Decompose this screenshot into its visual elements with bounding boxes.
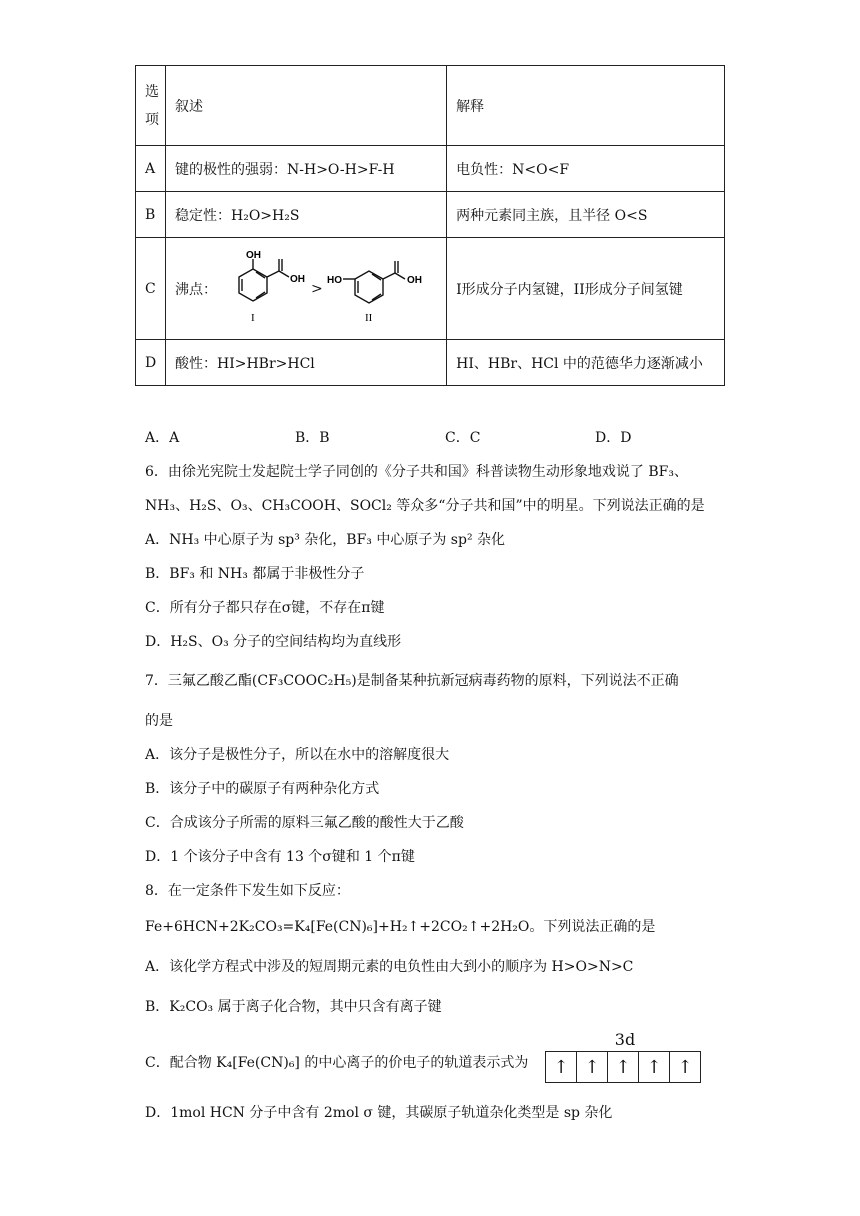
q6-option-b: B．BF₃ 和 NH₃ 都属于非极性分子	[145, 566, 365, 582]
molecule-label-i: I	[251, 311, 255, 324]
table-row	[136, 192, 725, 238]
row-option: A	[136, 146, 166, 192]
orbital-label: 3d	[614, 1030, 636, 1049]
p-hydroxybenzoic-acid-structure	[325, 249, 437, 329]
q5-option-d: D．D	[595, 430, 632, 446]
table-header-row	[136, 66, 725, 146]
row-explanation: I形成分子内氢键，II形成分子间氢键	[447, 238, 725, 340]
row-option: B	[136, 192, 166, 238]
molecule-label-ii: II	[364, 311, 373, 324]
q7-stem-line1: 7．三氟乙酸乙酯(CF₃COOC₂H₅)是制备某种抗新冠病毒药物的原料，下列说法不正确	[145, 673, 679, 689]
q6-option-a: A．NH₃ 中心原子为 sp³ 杂化，BF₃ 中心原子为 sp² 杂化	[145, 532, 506, 548]
table-row	[136, 238, 725, 340]
comparison-sign: >	[311, 280, 323, 297]
q6-option-d: D．H₂S、O₃ 分子的空间结构均为直线形	[145, 634, 402, 650]
q8-option-b: B．K₂CO₃ 属于离子化合物，其中只含有离子键	[145, 999, 442, 1015]
table-row	[136, 340, 725, 386]
q8-equation-tail: 。下列说法正确的是	[529, 919, 656, 935]
row-explanation: 电负性：N<O<F	[447, 146, 725, 192]
q8-equation: Fe+6HCN+2K₂CO₃=K₄[Fe(CN)₆]+H₂↑+2CO₂↑+2H₂O	[145, 919, 530, 935]
table-row	[136, 146, 725, 192]
q7-option-d: D．1 个该分子中含有 13 个σ键和 1 个π键	[145, 849, 415, 865]
row-explanation: HI、HBr、HCl 中的范德华力逐渐减小	[447, 340, 725, 386]
orbital-box: ↑	[677, 1056, 693, 1078]
q5-option-a: A．A	[145, 430, 180, 446]
orbital-box: ↑	[639, 1052, 670, 1082]
q8-stem: 8．在一定条件下发生如下反应：	[145, 883, 350, 899]
row-statement: 键的极性的强弱：N-H>O-H>F-H	[166, 146, 447, 192]
q7-option-c: C．合成该分子所需的原料三氟乙酸的酸性大于乙酸	[145, 815, 464, 831]
orbital-box: ↑	[546, 1052, 577, 1082]
q8-option-d: D．1mol HCN 分子中含有 2mol σ 键，其碳原子轨道杂化类型是 sp 杂化	[145, 1105, 613, 1121]
header-option: 选 项	[136, 66, 166, 146]
q6-stem-line1: 6．由徐光宪院士发起院士学子同创的《分子共和国》科普读物生动形象地戏说了 BF₃、	[145, 464, 688, 480]
orbital-diagram	[545, 1030, 705, 1083]
header-statement: 叙述	[166, 66, 447, 146]
answer-table	[135, 65, 725, 386]
q7-option-b: B．该分子中的碳原子有两种杂化方式	[145, 781, 380, 797]
q8-option-c: C．配合物 K₄[Fe(CN)₆] 的中心离子的价电子的轨道表示式为	[145, 1055, 529, 1071]
q6-option-c: C．所有分子都只存在σ键，不存在π键	[145, 600, 385, 616]
q6-stem-line2: NH₃、H₂S、O₃、CH₃COOH、SOCl₂ 等众多“分子共和国”中的明星。下列说法正确的是	[145, 498, 705, 514]
q8-equation-line	[145, 916, 655, 936]
q8-option-a: A．该化学方程式中涉及的短周期元素的电负性由大到小的顺序为 H>O>N>C	[145, 959, 634, 975]
oh-label: OH	[290, 273, 305, 285]
orbital-box: ↑	[577, 1052, 608, 1082]
salicylic-acid-structure	[217, 249, 309, 329]
orbital-boxes	[545, 1051, 701, 1083]
row-explanation: 两种元素同主族，且半径 O<S	[447, 192, 725, 238]
q5-option-c: C．C	[445, 430, 481, 446]
oh-label: OH	[246, 249, 261, 261]
orbital-box: ↑	[608, 1052, 639, 1082]
row-option: C	[136, 238, 166, 340]
row-statement: 稳定性：H₂O>H₂S	[166, 192, 447, 238]
q7-stem-line2: 的是	[145, 713, 173, 729]
q7-option-a: A．该分子是极性分子，所以在水中的溶解度很大	[145, 747, 450, 763]
oh-label: OH	[406, 274, 422, 286]
ho-label: HO	[326, 274, 342, 286]
row-statement	[166, 238, 447, 340]
header-explanation: 解释	[447, 66, 725, 146]
row-statement: 酸性：HI>HBr>HCl	[166, 340, 447, 386]
row-option: D	[136, 340, 166, 386]
q5-option-b: B．B	[295, 430, 330, 446]
q5-options	[145, 427, 631, 447]
statement-prefix: 沸点：	[175, 281, 217, 298]
